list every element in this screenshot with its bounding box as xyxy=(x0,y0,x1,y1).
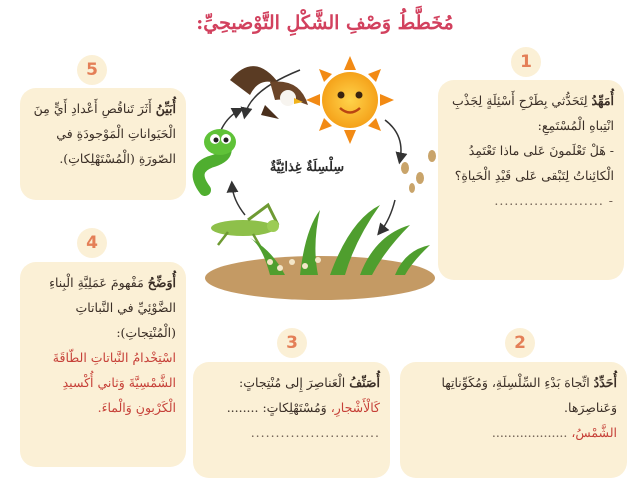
plants-icon xyxy=(205,205,435,300)
grasshopper-icon xyxy=(211,205,279,246)
card-classify xyxy=(193,362,390,478)
step-number-3: 3 xyxy=(277,328,307,358)
card-4-lead: أُوَضِّحُ xyxy=(147,275,176,290)
card-4-text: مَفْهومَ عَمَلِيَّةِ الْبِناءِ الضَّوْئِيِّ في النَّباتاتِ (الْمُنْتِجاتِ): xyxy=(49,275,176,340)
sun-icon xyxy=(306,56,394,144)
card-2-answer: الشَّمْسُ، xyxy=(571,425,617,440)
droplets-icon xyxy=(401,150,436,193)
card-5-text: أَثَرَ تَناقُصِ أَعْدادِ أَيٍّ مِنَ الْحَيَواناتِ الْمَوْجودَةِ في الصّورَةِ (الْمُسْتَهْلِكاتِ). xyxy=(33,101,176,166)
card-3-answer: كَالْأَشْجارِ، xyxy=(330,400,380,415)
card-explain xyxy=(20,262,186,467)
step-number-4: 4 xyxy=(77,228,107,258)
card-3-blank[interactable]: .......................... xyxy=(250,425,380,440)
card-2-lead: أُحَدِّدُ xyxy=(593,375,617,390)
card-1-question: - هَلْ تَعْلَمونَ عَلى ماذا تَعْتَمِدُ الْكائِناتُ لِتَبْقى عَلى قَيْدِ الْحَياةِ؟ xyxy=(454,143,614,183)
step-number-2: 2 xyxy=(505,328,535,358)
card-3-lead: أُصَنِّفُ xyxy=(349,375,380,390)
card-1-blank[interactable]: - ...................... xyxy=(494,193,614,208)
step-number-5: 5 xyxy=(77,55,107,85)
card-1-lead: أُمَهِّدُ xyxy=(591,93,614,108)
card-3-text-2: وَمُسْتَهْلِكاتٍ: ........ xyxy=(226,400,327,415)
card-show xyxy=(20,88,186,200)
eagle-icon xyxy=(230,66,308,119)
card-4-answer: اسْتِخْدامُ النَّباتاتِ الطّاقَةَ الشَّمْسِيَّةَ وَثاني أُكْسيدِ الْكَرْبونِ وَالْماءَ. xyxy=(52,350,176,415)
card-2-text: اتِّجاهَ بَدْءِ السِّلْسِلَةِ، وَمُكَوِّناتِها وَعَناصِرَها. xyxy=(441,375,617,415)
card-5-lead: أُبَيِّنُ xyxy=(155,101,176,116)
food-chain-label: سِلْسِلَةٌ غِذائِيَّةٌ xyxy=(269,160,345,175)
card-2-blank[interactable]: ................... xyxy=(491,425,568,440)
step-number-1: 1 xyxy=(511,47,541,77)
card-1-text: لِتَحَدُّثي بِطَرْحِ أَسْئِلَةٍ لِجَذْبِ انْتِباهِ الْمُسْتَمِعِ: xyxy=(452,93,614,133)
snake-icon xyxy=(199,129,236,190)
page-title: مُخَطَّطُ وَصْفِ الشَّكْلِ التَّوْضيحِيِّ: xyxy=(196,12,454,34)
card-introduce xyxy=(438,80,624,280)
card-3-text: الْعَناصِرَ إِلى مُنْتِجاتٍ: xyxy=(239,375,346,390)
card-identify xyxy=(400,362,627,478)
